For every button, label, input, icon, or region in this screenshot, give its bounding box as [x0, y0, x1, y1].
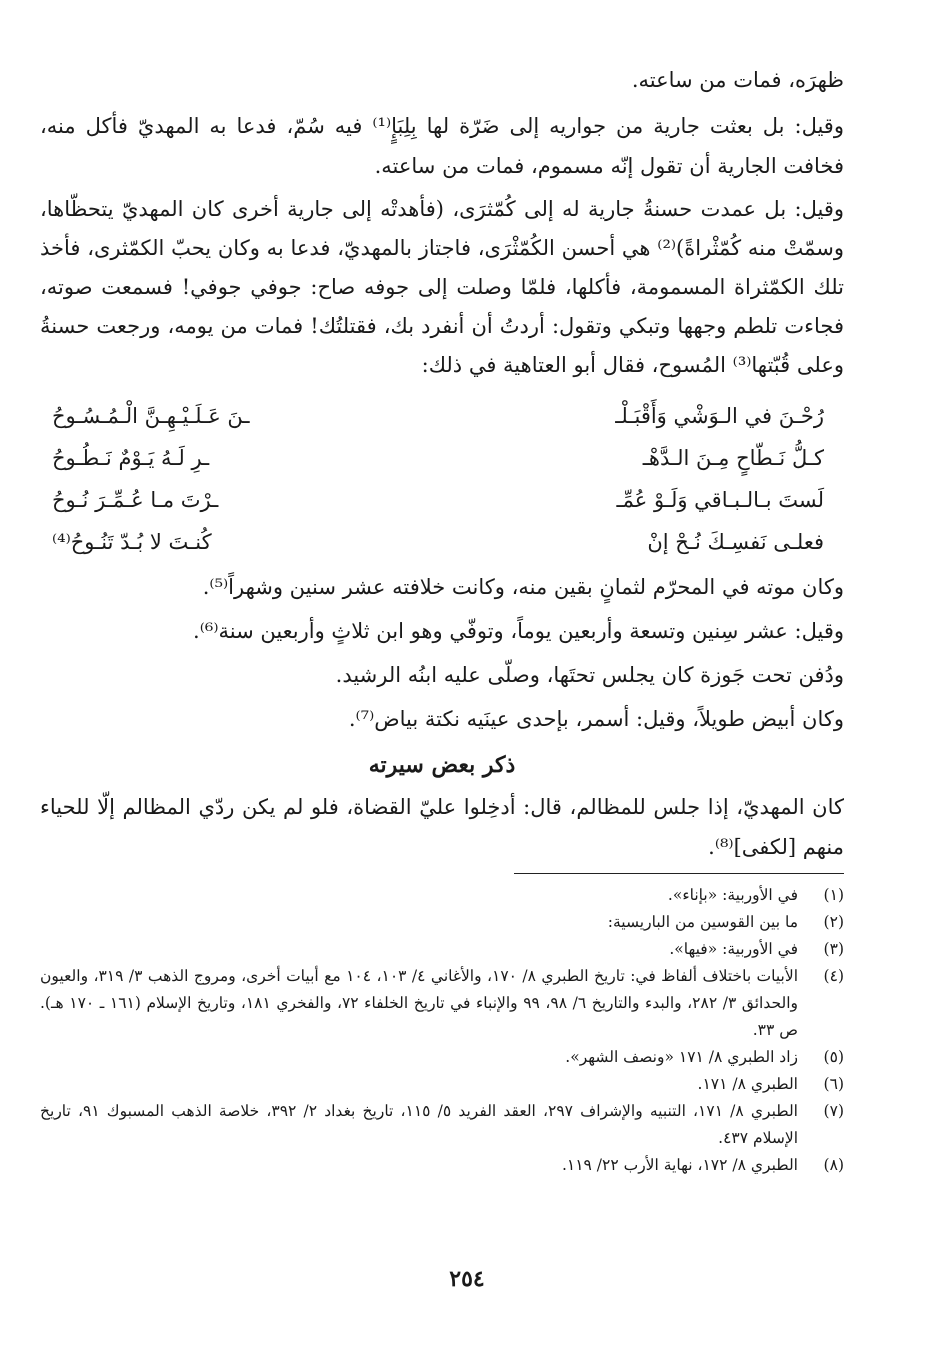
body-paragraph: وكان أبيض طويلاً، وقيل: أسمر، بإحدى عينَيه نكتة بياض⁽⁷⁾. [348, 707, 844, 731]
footnote-number: (٧) [823, 1102, 844, 1120]
body-paragraph: وقيل: عشر سِنين وتسعة وأربعين يوماً، وتوفّي وهو ابن ثلاثٍ وأربعين سنة⁽⁶⁾. [193, 619, 844, 643]
section-heading: ذكر بعض سيرته [368, 752, 516, 778]
footnote-number: (٥) [823, 1048, 844, 1066]
page-number: ٢٥٤ [449, 1266, 485, 1292]
verse-second-hemistich: ـرِ لَـهُ يَـوْمٌ نَـطُـوحُ [52, 446, 210, 470]
footnote-number: (٦) [823, 1075, 844, 1093]
footnote-text: الأبيات باختلاف ألفاظ في: تاريخ الطبري ٨/ ١٧٠، والأغاني ٤/ ١٠٣، ١٠٤ مع أبيات أخرى، ومروج الذهب ٣/ ٣١٩، والعيون والحدائق ٣/ ٢٨٢، والبدء والتاريخ ٦/ ٩٨، ٩٩ والإنباء في تاريخ الخلفاء ٧٢، والفخري ١٨١، وتاريخ الإسلام (١٦١ ـ ١٧٠ هـ). ص ٣٣. [35, 967, 799, 1039]
verse-line [40, 395, 824, 437]
footnote-number: (٢) [823, 913, 844, 931]
footnote-number: (١) [823, 886, 844, 904]
verse-line [40, 479, 824, 521]
verse-first-hemistich: كـلُّ نَـطّاحٍ مِـنَ الـدَّهْـ [642, 446, 824, 470]
footnote-text: في الأوربية: «بإناء». [667, 886, 798, 904]
verse-second-hemistich: ـرْتَ مـا عُـمِّـرَ نُـوحُ [52, 488, 219, 512]
footnote [40, 1044, 844, 1071]
footnote-text: في الأوربية: «فيها». [669, 940, 798, 958]
footnotes [35, 882, 844, 1179]
footnote [40, 882, 844, 909]
body-paragraph: ظهرَه، فمات من ساعته. [631, 68, 844, 92]
footnote [40, 1152, 844, 1179]
document-page [33, 60, 844, 1350]
footnote-divider [514, 873, 844, 874]
verse-first-hemistich: لَستَ بـالـبـاقي وَلَـوْ عُمِّـ [616, 488, 824, 512]
body-paragraph: وقيل: بل عمدت حسنةُ جارية له إلى كُمّثرَى، (فأهدتْه إلى جارية أخرى كان المهديّ يتحظّاها، وسمّتْ منه كُمّثْراةً)⁽²⁾ هي أحسن الكُمّثْرَى، فاجتاز بالمهديّ، فدعا به وكان يحبّ الكمّثرى، فأخذ تلك الكمّثراة المسمومة، فأكلها، فلمّا وصلت إلى جوفه صاح: جوفي جوفي! فسمعت صوته، فجاءت تلطم وجهها وتبكي وتقول: أردتُ أن أنفرد بك، فقتلتُك! فمات من يومه، ورجعت حسنةُ وعلى قُبّتها⁽³⁾ المُسوح، فقال أبو العتاهية في ذلك: [33, 197, 844, 377]
footnote [35, 1098, 844, 1152]
verse-line [40, 437, 824, 479]
body-paragraph: كان المهديّ، إذا جلس للمظالم، قال: أدخِلوا عليّ القضاة، فلو لم يكن ردّي المظالم إلّا للحياء منهم [لكفى]⁽⁸⁾. [33, 795, 844, 859]
footnote-text: الطبري ٨/ ١٧٢، نهاية الأرب ٢٢/ ١١٩. [561, 1156, 798, 1174]
footnote-number: (٨) [823, 1156, 844, 1174]
verse-line [40, 521, 824, 563]
poem-verses [40, 395, 824, 563]
body-paragraph: ودُفن تحت جَوزة كان يجلس تحتَها، وصلّى عليه ابنُه الرشيد. [335, 663, 844, 687]
verse-second-hemistich: كُنـتَ لا بُـدّ تَنُـوحُ⁽⁴⁾ [52, 530, 212, 554]
footnote-text: الطبري ٨/ ١٧١، التنبيه والإشراف ٢٩٧، العقد الفريد ٥/ ١١٥، تاريخ بغداد ٢/ ٣٩٢، خلاصة الذهب المسبوك ٩١، تاريخ الإسلام ٤٣٧. [35, 1102, 798, 1147]
footnote [40, 909, 844, 936]
body-paragraph: وقيل: بل بعثت جارية من جواريه إلى ضَرّة لها بِلِبَإٍ⁽¹⁾ فيه سُمّ، فدعا به المهديّ فأكل منه، فخافت الجارية أن تقول إنّه مسموم، فمات من ساعته. [33, 114, 844, 178]
footnote-text: الطبري ٨/ ١٧١. [697, 1075, 798, 1093]
footnote-text: زاد الطبري ٨/ ١٧١ «ونصف الشهر». [565, 1048, 798, 1066]
footnote-number: (٣) [823, 940, 844, 958]
body-paragraph: وكان موته في المحرّم لثمانٍ بقين منه، وكانت خلافته عشر سنين وشهراً⁽⁵⁾. [202, 575, 844, 599]
footnote-number: (٤) [823, 967, 844, 985]
footnote-text: ما بين القوسين من الباريسية: [607, 913, 798, 931]
verse-first-hemistich: رُحْـنَ في الـوَشْي وَأَقْبَـلْـ [615, 404, 824, 428]
footnote [35, 963, 844, 1044]
footnote [40, 936, 844, 963]
verse-first-hemistich: فعلـى نَفسِـكَ نُـحْ إنْ [647, 530, 824, 554]
verse-second-hemistich: ـنَ عَـلَـيْـهِـنَّ الْـمُـسُـوحُ [52, 404, 250, 428]
footnote [40, 1071, 844, 1098]
